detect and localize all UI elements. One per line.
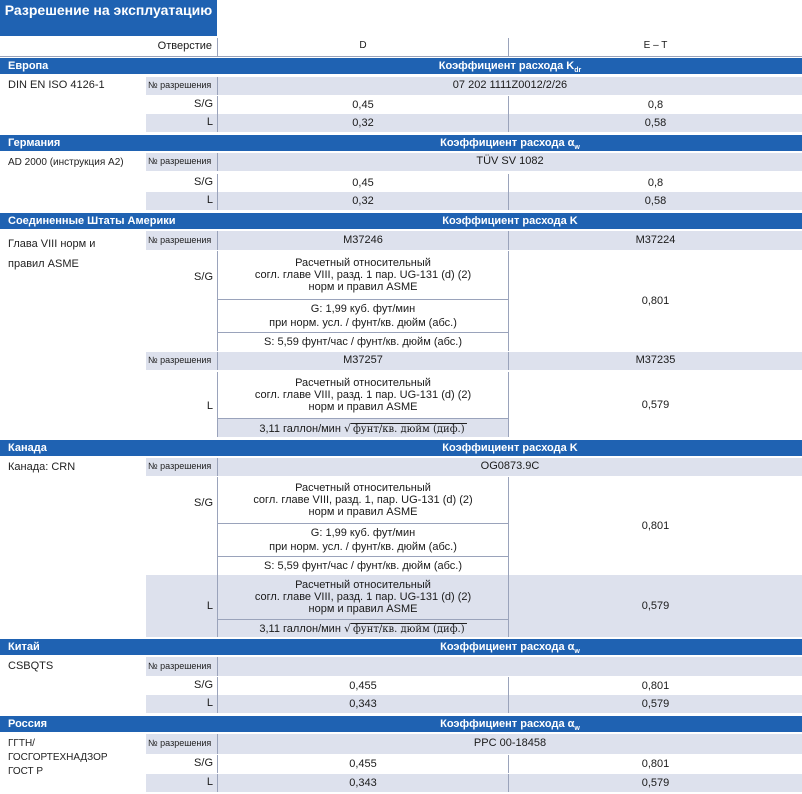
sqrt-icon: √ [343, 421, 351, 435]
permit-label: № разрешения [148, 156, 212, 166]
col-et-header: E – T [508, 38, 802, 56]
sg-et-value: 0,801 [508, 755, 802, 773]
sg-label: S/G [194, 98, 213, 110]
l-d-flow [217, 619, 508, 637]
sg-label: S/G [194, 497, 213, 509]
sg-et-value: 0,801 [508, 477, 802, 575]
flow-root: фунт/кв. дюйм (диф.) [352, 624, 465, 635]
permit-row [146, 352, 802, 370]
l-row [146, 114, 802, 132]
l-block [146, 372, 802, 437]
l-et-value: 0,579 [508, 774, 802, 792]
section-title: Германия [8, 137, 61, 149]
l-row [146, 774, 802, 792]
permit-value: TÜV SV 1082 [217, 153, 802, 171]
coefficient-label: Коэффициент расхода K [442, 215, 578, 227]
sg-et-value: 0,801 [508, 251, 802, 351]
sg-row [146, 677, 802, 695]
section-usa [0, 213, 802, 229]
l-et-value: 0,58 [508, 114, 802, 132]
sg-label: S/G [194, 679, 213, 691]
l-d-value: 0,32 [217, 114, 508, 132]
permit-value [217, 657, 802, 676]
l-d-flow [217, 418, 508, 437]
sg-d-value: 0,45 [217, 96, 508, 114]
text-line: Расчетный относительный [295, 377, 431, 389]
text-line: G: 1,99 куб. фут/мин [310, 527, 416, 539]
section-germany [0, 135, 802, 151]
l-row [146, 695, 802, 713]
coefficient-label: Коэффициент расхода K [442, 442, 578, 454]
l-d-value: 0,32 [217, 192, 508, 210]
permit-row [146, 153, 802, 171]
col-d-header: D [217, 38, 508, 56]
sg-d-steam: S: 5,59 фунт/час / фунт/кв. дюйм (абс.) [217, 556, 508, 575]
permit-label: № разрешения [148, 461, 212, 471]
text-line: Расчетный относительный [295, 257, 431, 269]
l-et-value: 0,58 [508, 192, 802, 210]
coefficient-label: Коэффициент расхода $K_{dr}$ [438, 60, 582, 75]
coefficient-label: Коэффициент расхода $\alpha_w$ [440, 137, 580, 152]
permit-label: № разрешения [148, 661, 212, 671]
sg-et-value: 0,8 [508, 96, 802, 114]
coefficient-label: Коэффициент расхода $\alpha_w$ [440, 718, 580, 733]
permit-value: 07 202 1111Z0012/2/26 [217, 77, 802, 95]
text-line: Расчетный относительный [295, 579, 431, 591]
sg-d-steam: S: 5,59 фунт/час / фунт/кв. дюйм (абс.) [217, 332, 508, 351]
section-china [0, 639, 802, 655]
section-title: Россия [8, 718, 48, 730]
section-russia [0, 716, 802, 732]
l-d-text [217, 575, 508, 619]
standard-line: ГОСТ Р [8, 766, 44, 777]
permit-label: № разрешения [148, 235, 212, 245]
sg-d-text [217, 477, 508, 523]
l-label: L [206, 116, 213, 128]
l-label: L [206, 194, 213, 206]
l-label: L [206, 697, 213, 709]
sg-block [146, 251, 802, 351]
text-line: согл. главе VIII, разд. 1 пар. UG-131 (d) (2) [254, 269, 472, 281]
sg-et-value: 0,8 [508, 174, 802, 192]
standard-name [8, 234, 95, 274]
sg-d-value: 0,455 [217, 755, 508, 773]
standard-name: AD 2000 (инструкция A2) [8, 157, 124, 168]
sg-block [146, 477, 802, 575]
sg-label: S/G [194, 757, 213, 769]
section-title: Китай [8, 641, 40, 653]
flow-value: 3,11 галлон/мин [259, 422, 341, 435]
permit-label: № разрешения [148, 80, 212, 90]
permit-d-value: M37257 [217, 352, 508, 370]
sqrt-icon: √ [343, 622, 351, 635]
opening-label: Отверстие [157, 40, 212, 52]
l-d-value: 0,343 [217, 695, 508, 713]
text-line: норм и правил ASME [308, 506, 418, 518]
permit-d-value: M37246 [217, 231, 508, 250]
sg-row [146, 96, 802, 114]
l-block [146, 575, 802, 637]
section-europe [0, 58, 802, 74]
header-row [0, 38, 802, 57]
sg-d-gas [217, 523, 508, 556]
permit-row [146, 458, 802, 476]
standard-name: DIN EN ISO 4126-1 [8, 79, 105, 91]
sg-d-value: 0,45 [217, 174, 508, 192]
l-label: L [206, 776, 213, 788]
text-line: G: 1,99 куб. фут/мин [310, 303, 416, 315]
text-line: согл. главе VIII, разд. 1 пар. UG-131 (d) (2) [254, 389, 472, 401]
sg-label: S/G [194, 271, 213, 283]
coefficient-label: Коэффициент расхода $\alpha_w$ [440, 641, 580, 656]
l-d-text [217, 372, 508, 418]
page-title: Разрешение на эксплуатацию [0, 0, 217, 36]
section-canada [0, 440, 802, 456]
sg-row [146, 755, 802, 773]
sg-d-gas [217, 299, 508, 332]
permit-row [146, 657, 802, 676]
l-et-value: 0,579 [508, 372, 802, 437]
standard-line: ГГТН/ [8, 738, 35, 749]
text-line: норм и правил ASME [308, 401, 418, 413]
standard-name: CSBQTS [8, 660, 54, 672]
l-et-value: 0,579 [508, 575, 802, 637]
text-line: при норм. усл. / фунт/кв. дюйм (абс.) [269, 317, 457, 329]
text-line: согл. главе VIII, разд. 1, пар. UG-131 (d) (2) [253, 494, 473, 506]
standard-line: ГОСГОРТЕХНАДЗОР [8, 752, 108, 763]
text-line: норм и правил ASME [308, 603, 418, 615]
text-line: норм и правил ASME [308, 281, 418, 293]
sg-et-value: 0,801 [508, 677, 802, 695]
l-d-value: 0,343 [217, 774, 508, 792]
text-line: при норм. усл. / фунт/кв. дюйм (абс.) [269, 541, 457, 553]
standard-name [8, 737, 108, 779]
permit-row [146, 734, 802, 754]
l-row [146, 192, 802, 210]
permit-label: № разрешения [148, 738, 212, 748]
sg-label: S/G [194, 176, 213, 188]
permit-row [146, 231, 802, 250]
flow-value: 3,11 галлон/мин [259, 623, 341, 635]
section-title: Канада [8, 442, 47, 454]
standard-line: Глава VIII норм и [8, 238, 96, 250]
permit-et-value: M37224 [508, 231, 802, 250]
standard-line: правил ASME [8, 258, 79, 270]
sg-row [146, 174, 802, 192]
section-title: Соединенные Штаты Америки [8, 215, 176, 227]
sg-d-value: 0,455 [217, 677, 508, 695]
permit-label: № разрешения [148, 355, 212, 365]
l-et-value: 0,579 [508, 695, 802, 713]
sg-d-text [217, 251, 508, 299]
l-label: L [206, 600, 213, 612]
section-title: Европа [8, 60, 49, 72]
flow-root: фунт/кв. дюйм (диф.) [352, 423, 465, 435]
permit-et-value: M37235 [508, 352, 802, 370]
standard-name: Канада: CRN [8, 461, 76, 473]
permit-row [146, 77, 802, 95]
text-line: Расчетный относительный [295, 482, 431, 494]
permit-value: PPC 00-18458 [217, 734, 802, 754]
permit-value: OG0873.9C [217, 458, 802, 476]
l-label: L [206, 400, 213, 412]
text-line: согл. главе VIII, разд. 1 пар. UG-131 (d) (2) [254, 591, 472, 603]
